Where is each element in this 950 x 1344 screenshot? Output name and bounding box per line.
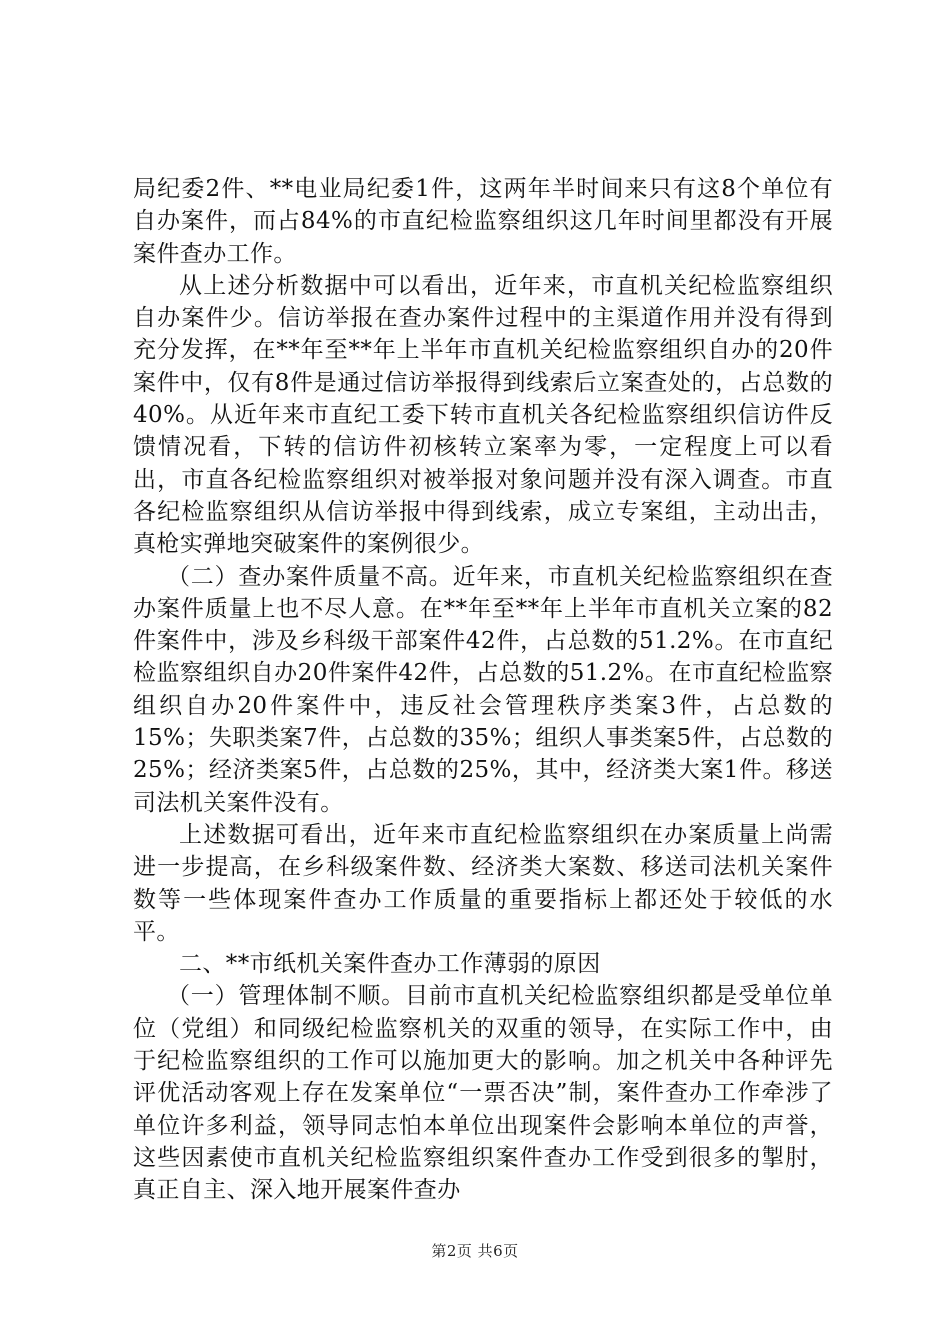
section-heading-reasons: 二、**市纸机关案件查办工作薄弱的原因 (179, 951, 601, 978)
document-body (133, 173, 833, 1207)
paragraph-data-summary: 上述数据可看出，近年来市直纪检监察组织在办案质量上尚需进一步提高，在乡科级案件数、经济类大案数、移送司法机关案件数等一些体现案件查办工作质量的重要指标上都还处于较低的水平。 (133, 821, 833, 945)
paragraph-management: （一）管理体制不顺。目前市直机关纪检监察组织都是受单位单位（党组）和同级纪检监察机关的双重的领导，在实际工作中，由于纪检监察组织的工作可以施加更大的影响。加之机关中各种评先评优活动客观上存在发案单位“一票否决”制，案件查办工作牵涉了单位许多利益，领导同志怕本单位出现案件会影响本单位的声誉，这些因素使市直机关纪检监察组织案件查办工作受到很多的掣肘，真正自主、深入地开展案件查办 (133, 983, 833, 1204)
paragraph-analysis: 从上述分析数据中可以看出，近年来，市直机关纪检监察组织自办案件少。信访举报在查办案件过程中的主渠道作用并没有得到充分发挥，在**年至**年上半年市直机关纪检监察组织自办的20件案件中，仅有8件是通过信访举报得到线索后立案查处的，占总数的40%。从近年来市直纪工委下转市直机关各纪检监察组织信访件反馈情况看，下转的信访件初核转立案率为零，一定程度上可以看出，市直各纪检监察组织对被举报对象问题并没有深入调查。市直各纪检监察组织从信访举报中得到线索，成立专案组，主动出击，真枪实弹地突破案件的案例很少。 (133, 272, 833, 558)
paragraph-quality: （二）查办案件质量不高。近年来，市直机关纪检监察组织在查办案件质量上也不尽人意。在**年至**年上半年市直机关立案的82件案件中，涉及乡科级干部案件42件，占总数的51.2%。在市直纪检监察组织自办20件案件42件，占总数的51.2%。在市直纪检监察组织自办20件案件中，违反社会管理秩序类案3件，占总数的15%；失职类案7件，占总数的35%；组织人事类案5件，占总数的25%；经济类案5件，占总数的25%，其中，经济类大案1件。移送司法机关案件没有。 (133, 563, 833, 816)
paragraph-continuation: 局纪委2件、**电业局纪委1件，这两年半时间来只有这8个单位有自办案件，而占84%的市直纪检监察组织这几年时间里都没有开展案件查办工作。 (133, 176, 833, 267)
page-number-footer: 第2页 共6页 (431, 1242, 519, 1260)
